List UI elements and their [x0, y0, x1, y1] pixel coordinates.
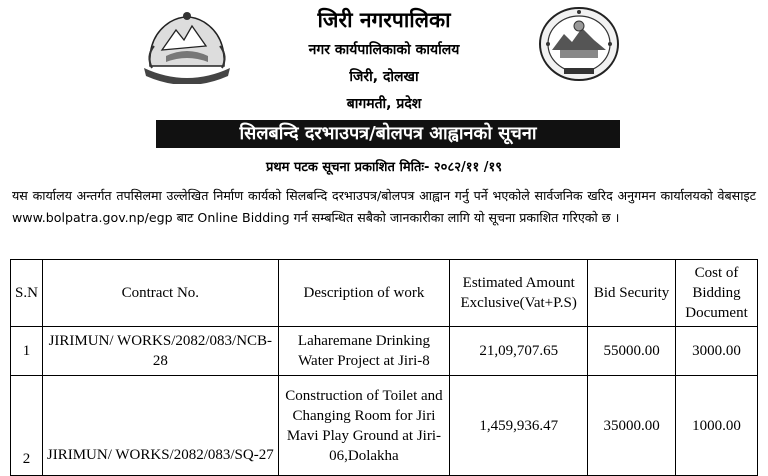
- table-row: [11, 376, 758, 476]
- cell-cost: 1000.00: [676, 376, 758, 476]
- cell-estimate: 21,09,707.65: [450, 327, 588, 376]
- cell-security: 55000.00: [588, 327, 676, 376]
- intro-paragraph: यस कार्यालय अन्तर्गत तपसिलमा उल्लेखित निर्माण कार्यको सिलबन्दि दरभाउपत्र/बोलपत्र आह्वान गर्नु पर्ने भएकोले सार्वजनिक खरिद अनुगमन कार्यालयको वेबसाइट www.bolpatra.gov.np/egp बाट Online Bidding गर्न सम्बन्धित सबैको जानकारीका लागि यो सूचना प्रकाशित गरिएको छ ।: [12, 188, 756, 225]
- office-location: जिरी, दोलखा: [349, 69, 419, 85]
- cell-cost: 3000.00: [676, 327, 758, 376]
- cell-security: 35000.00: [588, 376, 676, 476]
- municipality-name: जिरी नगरपालिका: [317, 8, 451, 32]
- table-row: [11, 327, 758, 376]
- header-description: Description of work: [278, 260, 450, 327]
- header-sn: S.N: [11, 260, 43, 327]
- header-contract: Contract No.: [42, 260, 278, 327]
- table-header-row: [11, 260, 758, 327]
- cell-contract: JIRIMUN/ WORKS/2082/083/NCB-28: [42, 327, 278, 376]
- cell-description: Laharemane Drinking Water Project at Jiri-8: [278, 327, 450, 376]
- office-name: नगर कार्यपालिकाको कार्यालय: [308, 42, 460, 58]
- cell-sn: 1: [11, 327, 43, 376]
- publication-date: प्रथम पटक सूचना प्रकाशित मितिः- २०८२/११ /१९: [265, 160, 503, 175]
- bid-table: [10, 259, 758, 476]
- header-cost: Cost of Bidding Document: [676, 260, 758, 327]
- header-security: Bid Security: [588, 260, 676, 327]
- cell-sn: 2: [11, 376, 43, 476]
- cell-description: Construction of Toilet and Changing Room for Jiri Mavi Play Ground at Jiri-06,Dolakha: [278, 376, 450, 476]
- cell-contract: JIRIMUN/ WORKS/2082/083/SQ-27: [42, 376, 278, 476]
- header-estimate: Estimated Amount Exclusive(Vat+P.S): [450, 260, 588, 327]
- cell-estimate: 1,459,936.47: [450, 376, 588, 476]
- province-name: बागमती, प्रदेश: [346, 96, 422, 112]
- notice-title: सिलबन्दि दरभाउपत्र/बोलपत्र आह्वानको सूचना: [156, 120, 620, 148]
